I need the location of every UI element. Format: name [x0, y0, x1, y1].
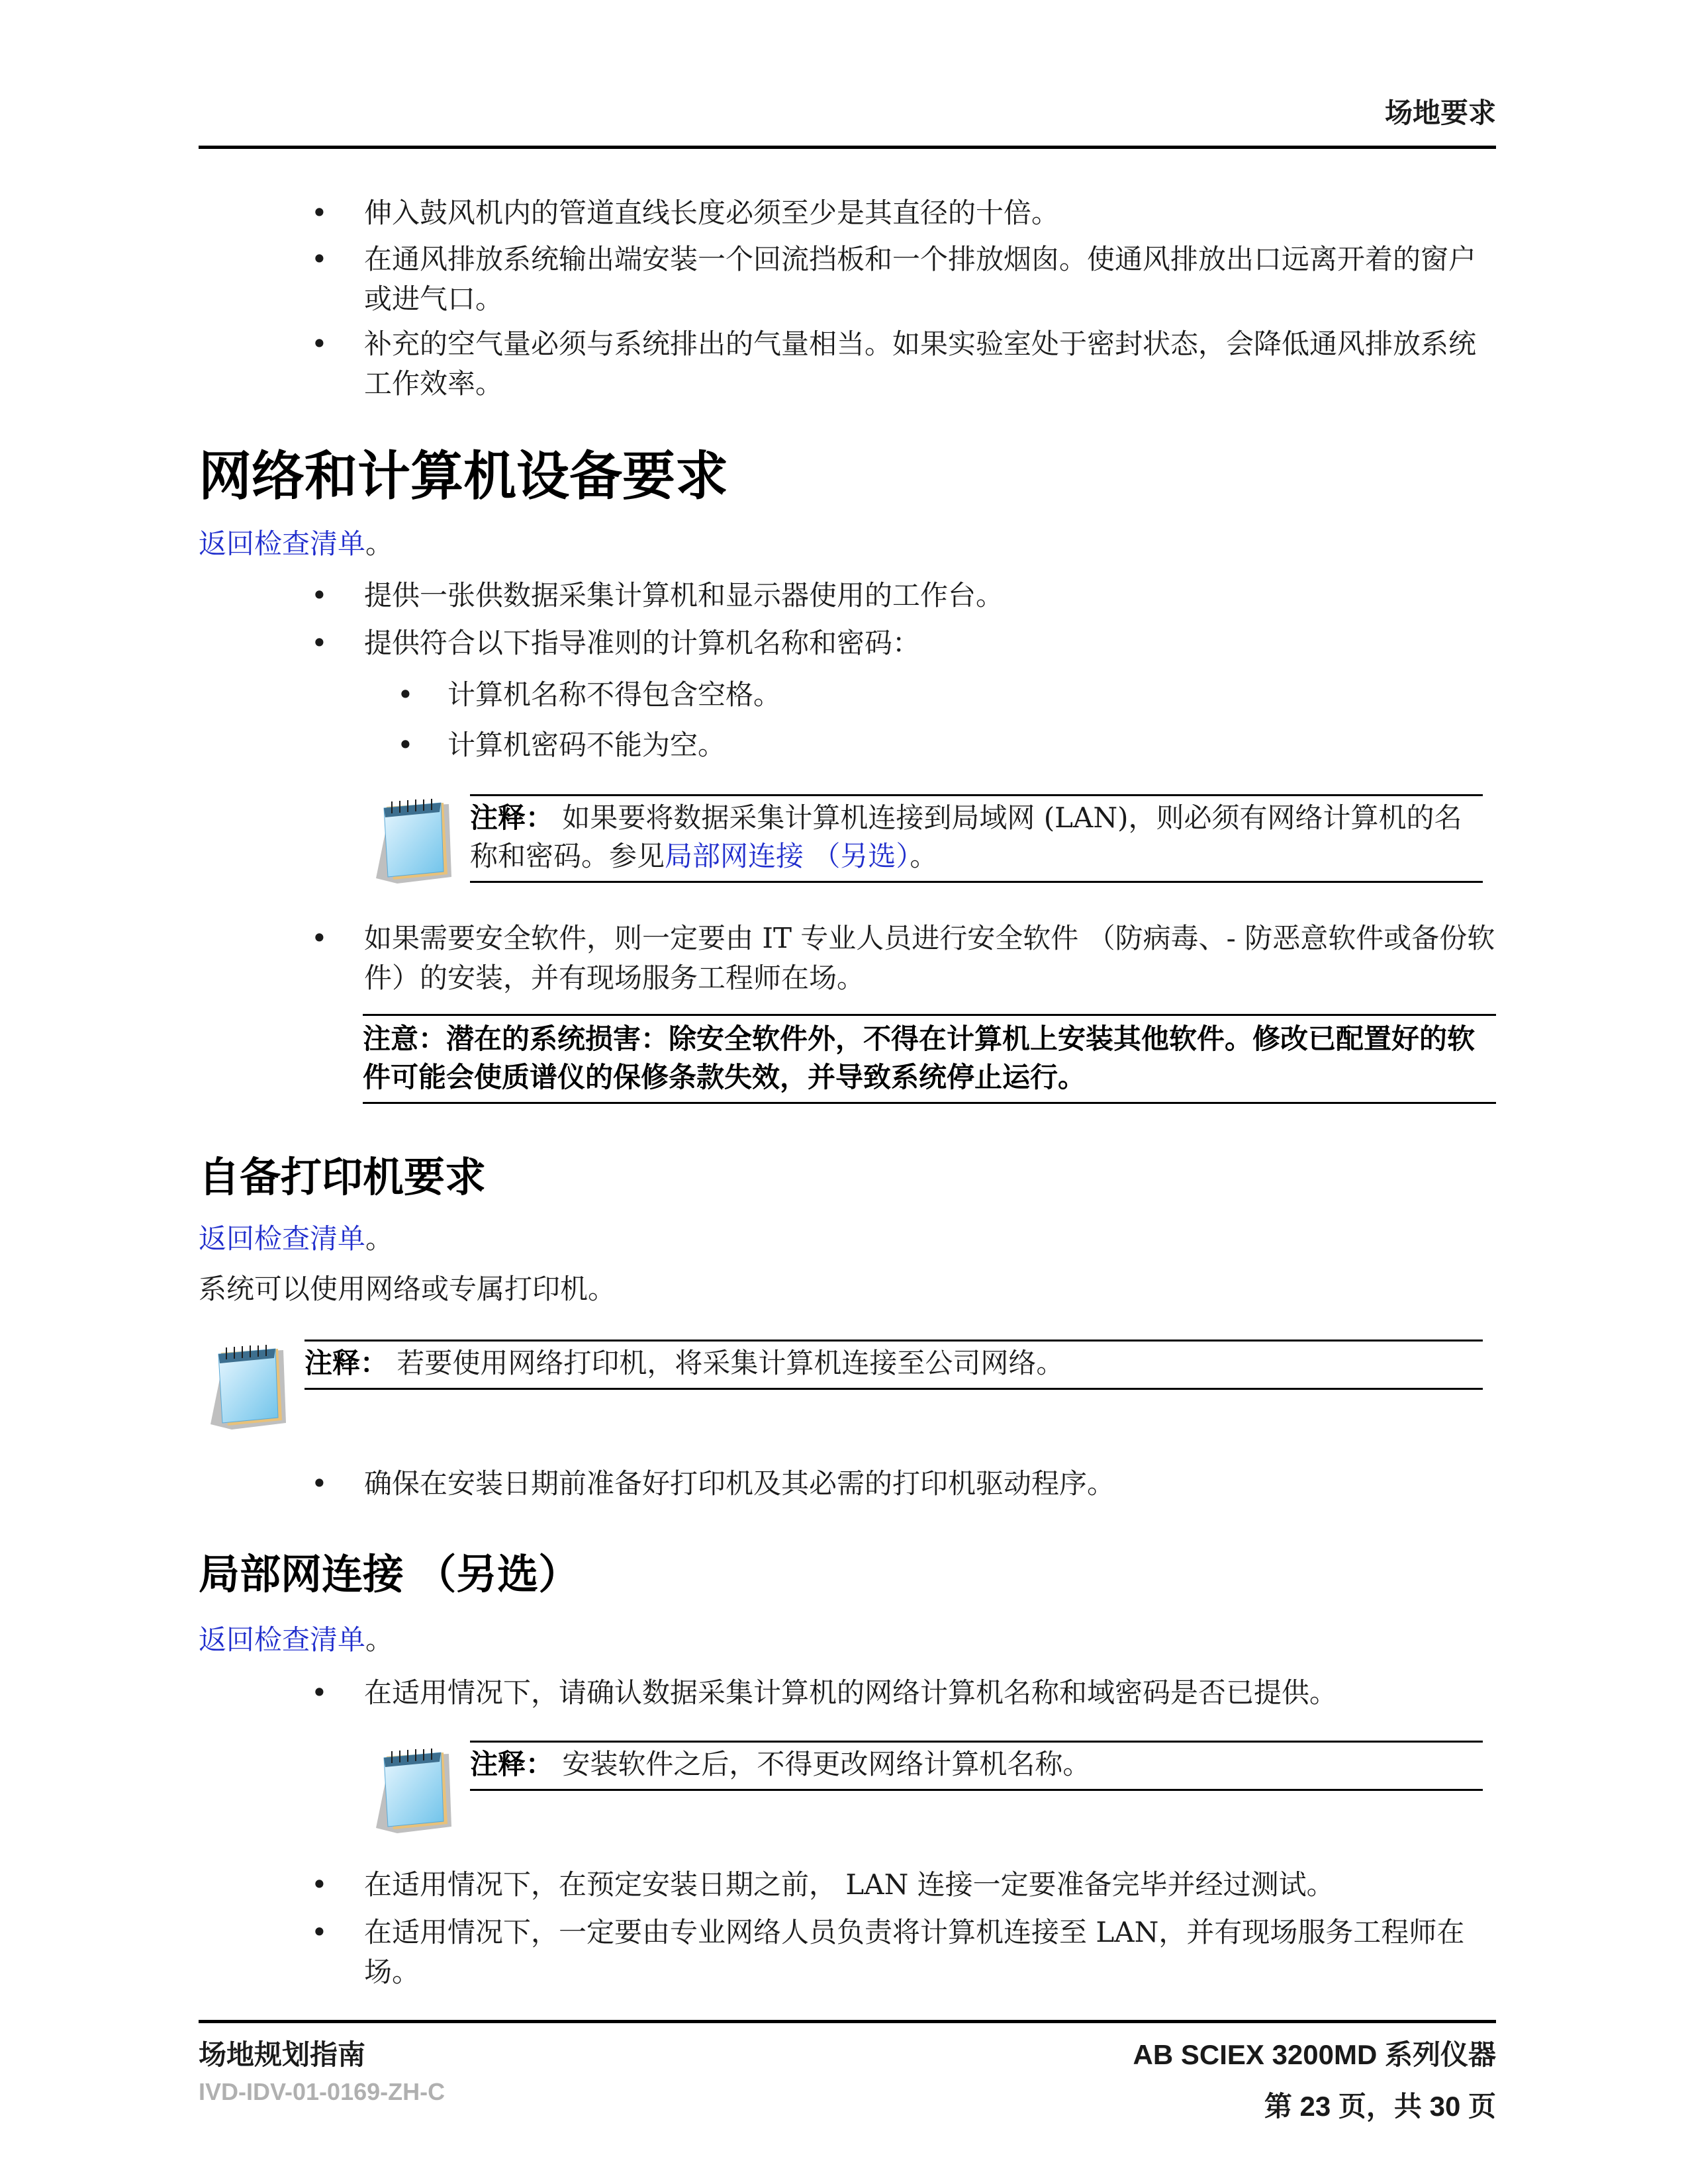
footer-product-name: AB SCIEX 3200MD 系列仪器: [1133, 2039, 1496, 2070]
bullet-marker: •: [311, 197, 328, 229]
note-label: 注释：: [305, 1347, 389, 1379]
list-item: [311, 1913, 1476, 1992]
footer-rule: [199, 2020, 1496, 2023]
note-text: 如果要将数据采集计算机连接到局域网 (LAN)，则必须有网络计算机的名称和密码。参见: [470, 801, 1462, 872]
list-item-text: 如果需要安全软件，则一定要由 IT 专业人员进行安全软件 （防病毒、- 防恶意软件或备份软件）的安装，并有现场服务工程师在场。: [364, 922, 1495, 994]
notepad-icon: [205, 1343, 291, 1435]
list-item-text: 在适用情况下，在预定安装日期之前， LAN 连接一定要准备完毕并经过测试。: [364, 1868, 1335, 1901]
bullet-marker: •: [311, 579, 328, 612]
list-item-text: 在适用情况下，请确认数据采集计算机的网络计算机名称和域密码是否已提供。: [364, 1676, 1338, 1709]
footer-page-number: 第 23 页，共 30 页: [1264, 2091, 1496, 2122]
list-item: [311, 623, 1496, 663]
footer-guide-title: 场地规划指南: [199, 2039, 366, 2070]
bullet-marker: •: [311, 627, 328, 659]
list-item-text: 在通风排放系统输出端安装一个回流挡板和一个排放烟囱。使通风排放出口远离开着的窗户或进气口。: [364, 243, 1477, 315]
return-row: 返回检查清单。: [199, 527, 394, 560]
bullet-marker: •: [311, 1916, 328, 1948]
note-text: 安装软件之后，不得更改网络计算机名称。: [562, 1748, 1091, 1780]
running-header: 场地要求: [1384, 97, 1496, 128]
lan-connection-link[interactable]: 局部网连接 （另选）: [665, 840, 910, 872]
caution-box: 注意：潜在的系统损害：除安全软件外，不得在计算机上安装其他软件。修改已配置好的软件可能会使质谱仪的保修条款失效，并导致系统停止运行。: [363, 1014, 1496, 1104]
bullet-marker: •: [311, 1868, 328, 1901]
footer-document-id: IVD-IDV-01-0169-ZH-C: [199, 2078, 445, 2105]
list-item-text: 提供一张供数据采集计算机和显示器使用的工作台。: [364, 579, 1004, 612]
bullet-marker: •: [311, 328, 328, 360]
sub-list-item: [397, 675, 1496, 715]
note-box: [305, 1340, 1483, 1390]
list-item-text: 提供符合以下指导准则的计算机名称和密码：: [364, 627, 921, 659]
list-item: [311, 1464, 1496, 1504]
list-item-text: 计算机密码不能为空。: [447, 729, 726, 761]
section-heading-lan: 局部网连接 （另选）: [199, 1552, 580, 1598]
list-item: [311, 576, 1496, 615]
return-to-checklist-link[interactable]: 返回检查清单: [199, 527, 366, 560]
list-item-text: 计算机名称不得包含空格。: [447, 678, 782, 711]
return-to-checklist-link[interactable]: 返回检查清单: [199, 1222, 366, 1255]
note-text: 若要使用网络打印机，将采集计算机连接至公司网络。: [397, 1347, 1064, 1379]
list-item: [311, 324, 1496, 404]
bullet-marker: •: [397, 729, 414, 761]
list-item-text: 确保在安装日期前准备好打印机及其必需的打印机驱动程序。: [364, 1467, 1115, 1500]
notepad-icon: [371, 1747, 457, 1839]
return-row: 返回检查清单。: [199, 1222, 394, 1255]
notepad-icon: [371, 797, 457, 889]
return-row: 返回检查清单。: [199, 1623, 394, 1656]
paragraph: 系统可以使用网络或专属打印机。: [199, 1273, 616, 1305]
note-label: 注释：: [470, 802, 554, 833]
list-item-text: 在适用情况下，一定要由专业网络人员负责将计算机连接至 LAN，并有现场服务工程师在场。: [364, 1916, 1465, 1988]
return-to-checklist-link[interactable]: 返回检查清单: [199, 1623, 366, 1656]
list-item-text: 补充的空气量必须与系统排出的气量相当。如果实验室处于密封状态，会降低通风排放系统工作效率。: [364, 328, 1477, 400]
note-box: 注释： 如果要将数据采集计算机连接到局域网 (LAN)，则必须有网络计算机的名称和密码。参见局部网连接 （另选）。: [470, 794, 1483, 883]
list-item-text: 伸入鼓风机内的管道直线长度必须至少是其直径的十倍。: [364, 197, 1060, 229]
list-item: [311, 1673, 1496, 1713]
note-box: [470, 1741, 1483, 1791]
bullet-marker: •: [311, 1467, 328, 1500]
bullet-marker: •: [311, 922, 328, 954]
list-item: [311, 193, 1496, 233]
bullet-marker: •: [311, 1676, 328, 1709]
sub-list-item: [397, 725, 1496, 765]
list-item: [311, 1865, 1496, 1905]
bullet-marker: •: [311, 243, 328, 275]
header-rule: [199, 146, 1496, 149]
list-item: [311, 240, 1496, 319]
bullet-marker: •: [397, 678, 414, 711]
note-label: 注释：: [470, 1749, 554, 1780]
section-heading-printer: 自备打印机要求: [199, 1155, 487, 1201]
list-item: [311, 919, 1496, 998]
section-heading-network: 网络和计算机设备要求: [199, 447, 728, 506]
